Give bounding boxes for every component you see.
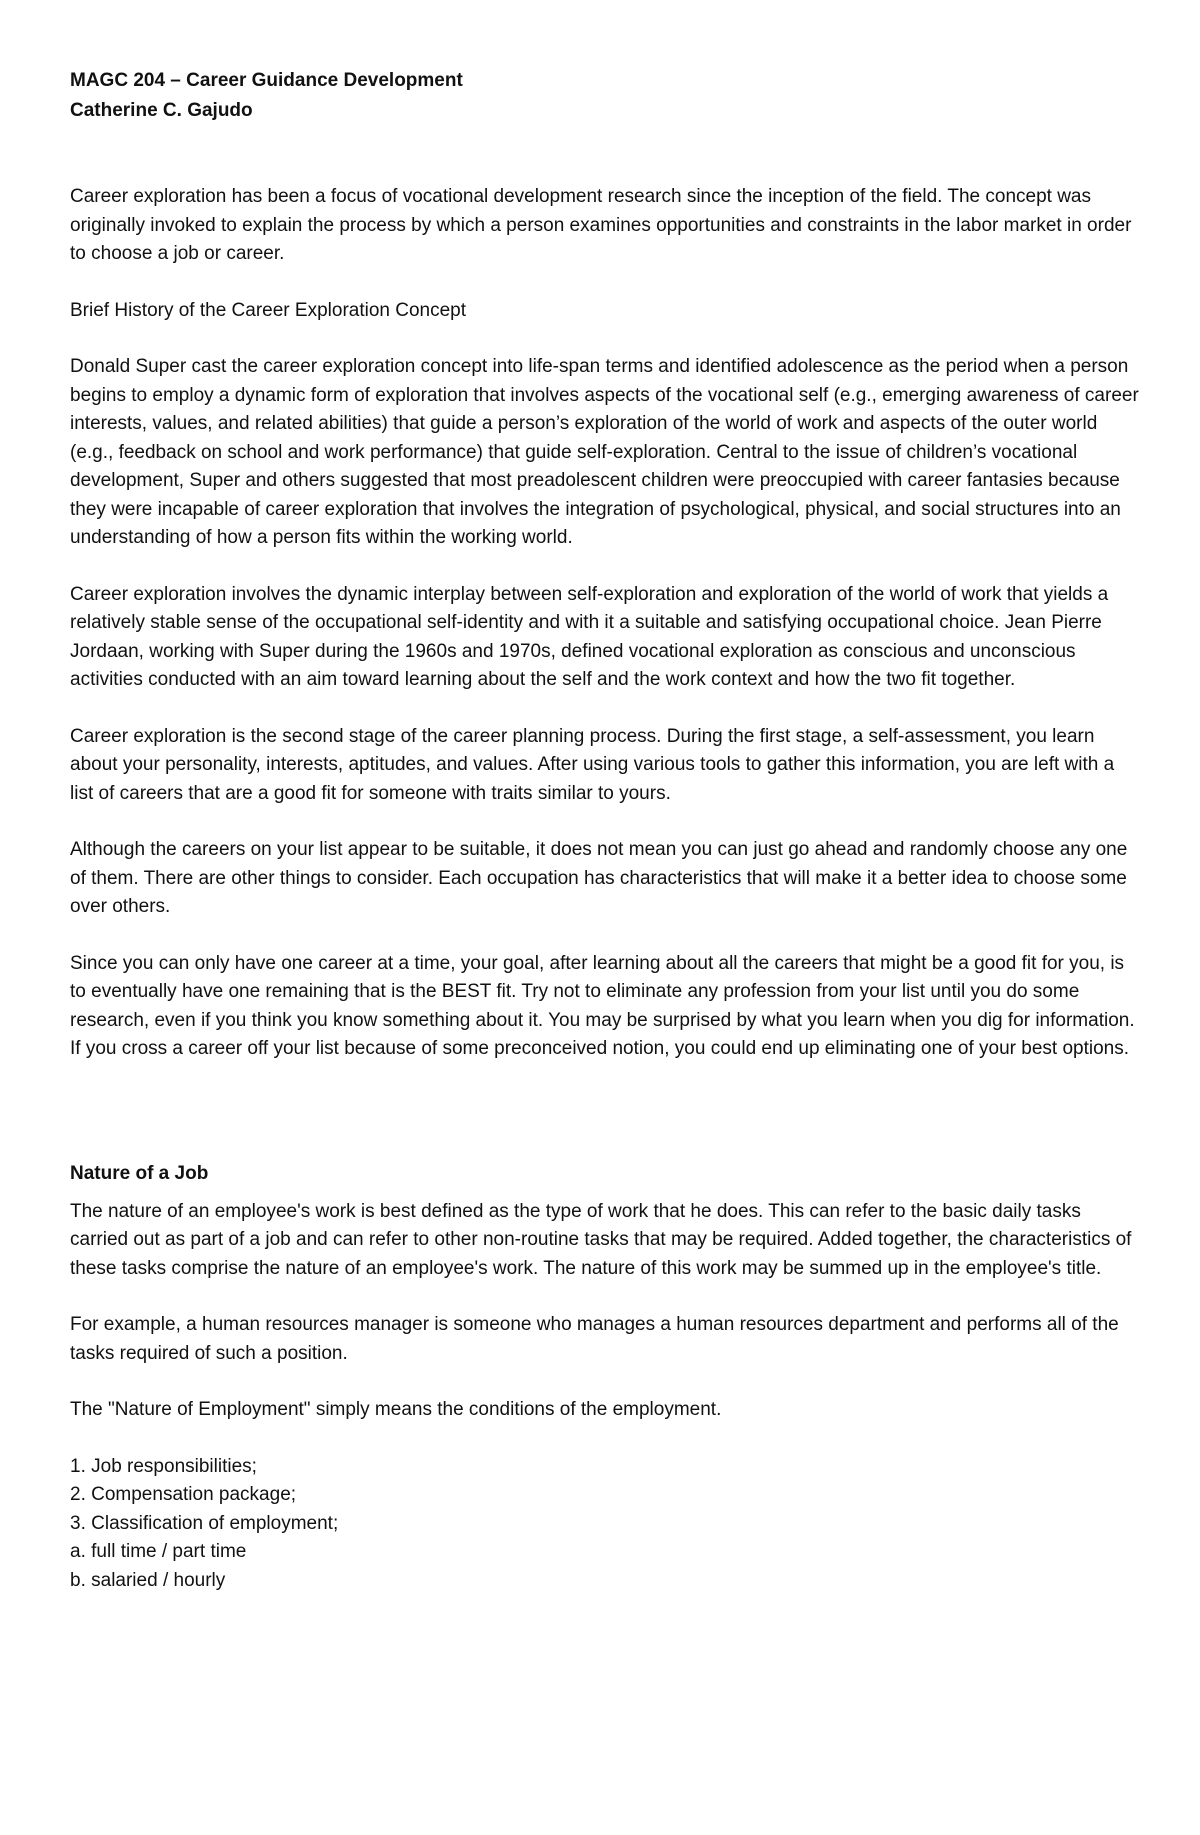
nature-paragraph-3: The "Nature of Employment" simply means the conditions of the employment. xyxy=(70,1399,722,1420)
intro-paragraph-1: Career exploration has been a focus of vocational development research since the inception of the field. The concept was originally invoked to explain the process by which a person examines opportunities and constraints in the labor market in order to choose a job or career. xyxy=(70,186,1132,264)
course-title: MAGC 204 – Career Guidance Development xyxy=(70,70,463,91)
document-header xyxy=(70,66,1140,126)
list-item: b. salaried / hourly xyxy=(70,1569,226,1591)
intro-paragraph-2: Donald Super cast the career exploration concept into life-span terms and identified adolescence as the period when a person begins to employ a dynamic form of exploration that involves aspects of the vocational self (e.g., emerging awareness of career interests, values, and related abilities) that guide a person’s exploration of the world of work and aspects of the outer world (e.g., feedback on school and work performance) that guide self-exploration. Central to the issue of children’s vocational development, Super and others suggested that most preadolescent children were preoccupied with career fantasies because they were incapable of career exploration that involves the integration of psychological, physical, and social structures into an understanding of how a person fits within the working world. xyxy=(70,356,1139,548)
intro-paragraph-5: Although the careers on your list appear to be suitable, it does not mean you can just go ahead and randomly choose any one of them. There are other things to consider. Each occupation has characteristics that will make it a better idea to choose some over others. xyxy=(70,839,1128,917)
document-page xyxy=(70,66,1140,1595)
intro-paragraph-3: Career exploration involves the dynamic interplay between self-exploration and exploration of the world of work that yields a relatively stable sense of the occupational self-identity and with it a suitable and satisfying occupational choice. Jean Pierre Jordaan, working with Super during the 1960s and 1970s, defined vocational exploration as conscious and unconscious activities conducted with an aim toward learning about the self and the work context and how the two fit together. xyxy=(70,583,1109,690)
intro-paragraph-4: Career exploration is the second stage of the career planning process. During the first stage, a self-assessment, you learn about your personality, interests, aptitudes, and values. After using various tools to gather this information, you are left with a list of careers that are a good fit for someone with traits similar to yours. xyxy=(70,725,1115,804)
intro-paragraph-6: Since you can only have one career at a time, your goal, after learning about all the careers that might be a good fit for you, is to eventually have one remaining that is the BEST fit. Try not to eliminate any profession from your list until you do some research, even if you think you know something about it. You may be surprised by what you learn when you dig for information. If you cross a career off your list because of some preconceived notion, you could end up eliminating one of your best options. xyxy=(70,952,1135,1059)
list-item: 3. Classification of employment; xyxy=(70,1512,339,1534)
author-name: Catherine C. Gajudo xyxy=(70,100,253,121)
nature-paragraph-1: The nature of an employee's work is best defined as the type of work that he does. This can refer to the basic daily tasks carried out as part of a job and can refer to other non-routine tasks that may be required. Added together, the characteristics of these tasks comprise the nature of an employee's work. The nature of this work may be summed up in the employee's title. xyxy=(70,1200,1132,1279)
history-heading: Brief History of the Career Exploration Concept xyxy=(70,299,467,321)
employment-conditions-list xyxy=(70,1453,1140,1596)
section-spacer xyxy=(70,1092,1140,1160)
nature-paragraph-2: For example, a human resources manager is someone who manages a human resources department and performs all of the tasks required of such a position. xyxy=(70,1314,1119,1364)
list-item: 2. Compensation package; xyxy=(70,1484,297,1505)
list-item: 1. Job responsibilities; xyxy=(70,1455,257,1477)
nature-heading: Nature of a Job xyxy=(70,1162,209,1184)
list-item: a. full time / part time xyxy=(70,1541,247,1562)
